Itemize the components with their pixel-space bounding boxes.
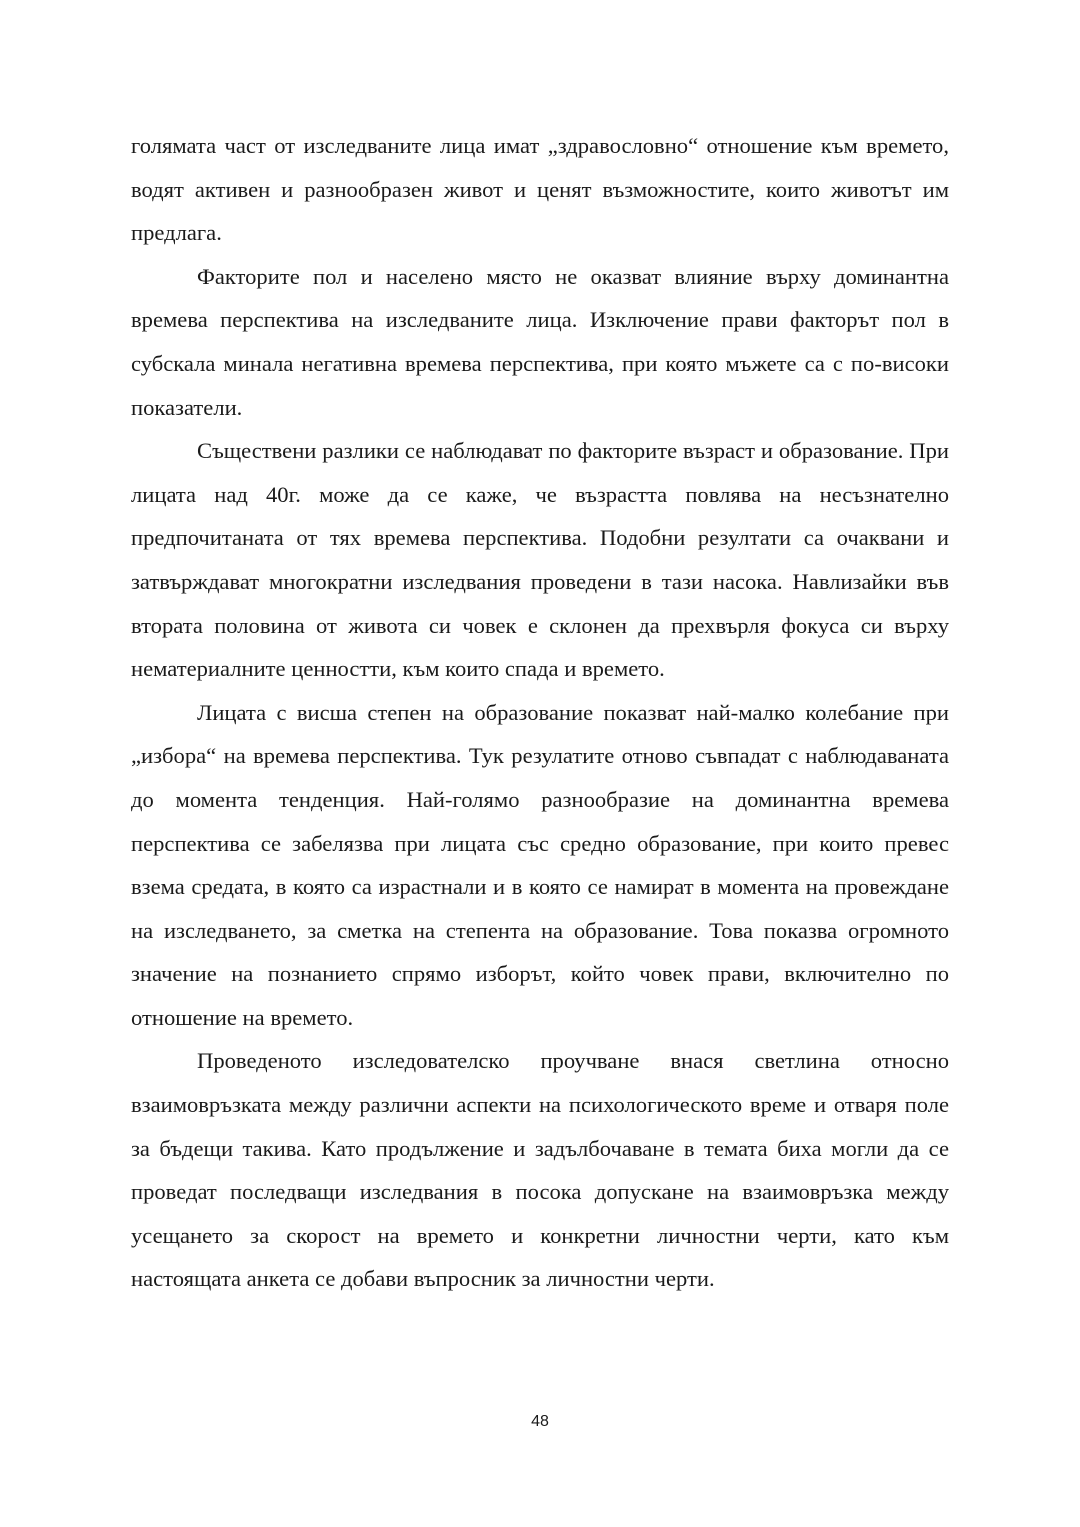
paragraph-continuation: голямата част от изследваните лица имат „здравословно“ отношение към времето, водят активен и разнообразен живот и ценят възможностите, които животът им предлага.	[131, 133, 949, 246]
paragraph-higher-education: Лицата с висша степен на образование показват най-малко колебание при „избора“ на времева перспектива. Тук резулатите отново съвпадат с наблюдаваната до момента тенденция. Най-голямо разнообразие на доминантна времева перспектива се забелязва при лицата със средно образование, при които превес взема средата, в която са израстнали и в която се намират в момента на провеждане на изследването, за сметка на степента на образование. Това показва огромното значение на познанието спрямо изборът, който човек прави, включително по отношение на времето.	[131, 699, 949, 1030]
page-number: 48	[531, 1413, 549, 1430]
paragraph-age-education: Съществени разлики се наблюдават по факторите възраст и образование. При лицата над 40г. може да се каже, че възрастта повлява на несъзнателно предпочитаната от тях времева перспектива. Подобни резултати са очаквани и затвърждават многократни изследвания проведени в тази насока. Навлизайки във втората половина от живота си човек е склонен да прехвърля фокуса си върху нематериалните ценностти, към които спада и времето.	[131, 438, 949, 682]
paragraph-gender-location: Факторите пол и населено място не оказват влияние върху доминантна времева перспектива на изследваните лица. Изключение прави факторът пол в субскала минала негативна времева перспектива, при която мъжете са с по-високи показатели.	[131, 263, 949, 420]
paragraph-conclusion: Проведеното изследователско проучване внася светлина относно взаимовръзката между различни аспекти на психологическото време и отваря поле за бъдещи такива. Като продължение и задълбочаване в темата биха могли да се проведат последващи изследвания в посока допускане на взаимовръзка между усещането за скорост на времето и конкретни личностни черти, като към настоящата анкета се добави въпросник за личностни черти.	[131, 1048, 949, 1292]
body-text	[131, 124, 949, 1301]
